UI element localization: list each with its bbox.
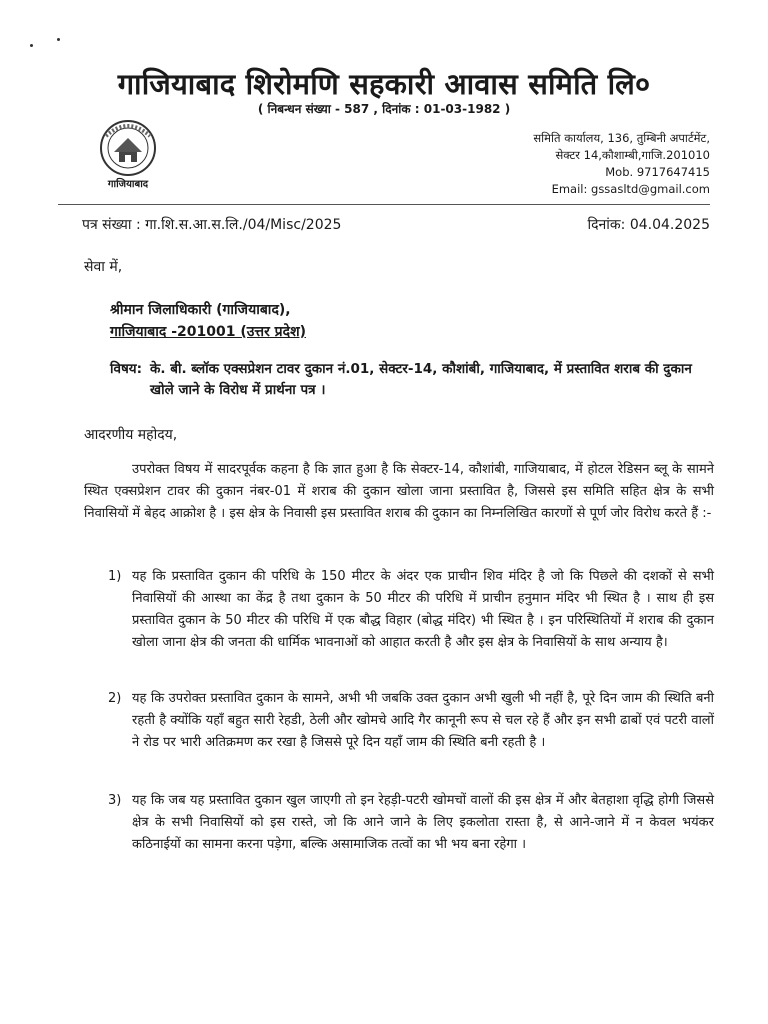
logo-caption: गाजियाबाद	[107, 179, 149, 190]
scan-speck	[30, 44, 33, 47]
list-number: 2)	[108, 691, 122, 706]
contact-block	[533, 130, 710, 198]
scan-speck	[57, 38, 60, 41]
list-item	[108, 790, 714, 856]
intro-paragraph: उपरोक्त विषय में सादरपूर्वक कहना है कि ज्ञात हुआ है कि सेक्टर-14, कौशांबी, गाजियाबाद, में होटल रेडिसन ब्लू के सामने स्थित एक्सप्रेशन टावर की दुकान नंबर-01 में शराब की दुकान खोला जाना प्रस्तावित है, जिससे इस समिति सहित क्षेत्र के सभी निवासियों में बेहद आक्रोश है । इस क्षेत्र के निवासी इस प्रस्तावित शराब की दुकान का निम्नलिखित कारणों से पूर्ण जोर विरोध करते हैं :-	[84, 462, 714, 521]
recipient-location: गाजियाबाद -201001 (उत्तर प्रदेश)	[110, 324, 306, 340]
recipient-title: श्रीमान जिलाधिकारी (गाजियाबाद),	[110, 302, 291, 318]
list-number: 3)	[108, 793, 122, 808]
address-line: समिति कार्यालय, 136, तुम्बिनी अपार्टमेंट,	[533, 131, 710, 145]
salutation: सेवा में,	[84, 259, 123, 275]
email-address: Email: gssasltd@gmail.com	[551, 182, 710, 196]
address-line: सेक्टर 14,कौशाम्बी,गाजि.201010	[555, 148, 710, 162]
list-text: यह कि प्रस्तावित दुकान की परिधि के 150 मीटर के अंदर एक प्राचीन शिव मंदिर है जो कि पिछले की दशकों से सभी निवासियों की आस्था का केंद्र है तथा दुकान के 50 मीटर की परिधि में प्राचीन हनुमान मंदिर भी स्थित है । साथ ही इस प्रस्तावित दुकान के 50 मीटर की परिधि में एक बौद्ध विहार (बोद्ध मंदिर) भी स्थित है । इन परिस्थितियों में शराब की दुकान खोला जाना क्षेत्र की जनता की धार्मिक भावनाओं को आहात करती है और इस क्षेत्र के निवासियों के साथ अन्याय है।	[132, 569, 714, 650]
list-number: 1)	[108, 569, 122, 584]
letterhead-title: गाजियाबाद शिरोमणि सहकारी आवास समिति लि०	[117, 67, 651, 101]
reference-number: पत्र संख्या : गा.शि.स.आ.स.लि./04/Misc/2025	[82, 217, 342, 233]
list-text: यह कि जब यह प्रस्तावित दुकान खुल जाएगी तो इन रेहड़ी-पटरी खोमचों वालों की इस क्षेत्र में और बेतहाशा वृद्धि होगी जिससे क्षेत्र के सभी निवासियों को इस रास्ते, जो कि आने जाने के लिए इकलोता रास्ता है, से आने-जाने में न केवल भयंकर कठिनाईयों का सामना करना पड़ेगा, बल्कि असामाजिक तत्वों का भी भय बना रहेगा ।	[132, 793, 714, 852]
list-text: यह कि उपरोक्त प्रस्तावित दुकान के सामने, अभी भी जबकि उक्त दुकान अभी खुली भी नहीं है, पूरे दिन जाम की स्थिति बनी रहती है क्योंकि यहाँ बहुत सारी रेहडी, ठेली और खोमचे आदि गैर कानूनी रूप से चल रहे हैं और इन सभी ढाबों एवं पटरी वालों ने रोड पर भारी अतिक्रमण कर रखा है जिससे पूरे दिन यहाँ जाम की स्थिति बनी रहती है ।	[132, 691, 714, 750]
greeting: आदरणीय महोदय,	[84, 427, 178, 443]
registration-number: ( निबन्धन संख्या - 587 , दिनांक : 01-03-1982 )	[257, 102, 511, 116]
subject-line	[110, 359, 714, 401]
list-item	[108, 566, 714, 654]
list-item	[108, 688, 714, 754]
society-logo-seal	[92, 116, 164, 188]
header-divider	[58, 204, 710, 205]
mobile-number: Mob. 9717647415	[605, 165, 710, 179]
letter-date: दिनांक: 04.04.2025	[587, 217, 710, 233]
subject-label: विषय:	[110, 361, 143, 377]
subject-text: के. बी. ब्लॉक एक्सप्रेशन टावर दुकान नं.01, सेक्टर-14, कौशांबी, गाजियाबाद, में प्रस्तावित शराब की दुकान खोले जाने के विरोध में प्रार्थना पत्र ।	[150, 361, 692, 398]
recipient-address	[110, 299, 306, 343]
